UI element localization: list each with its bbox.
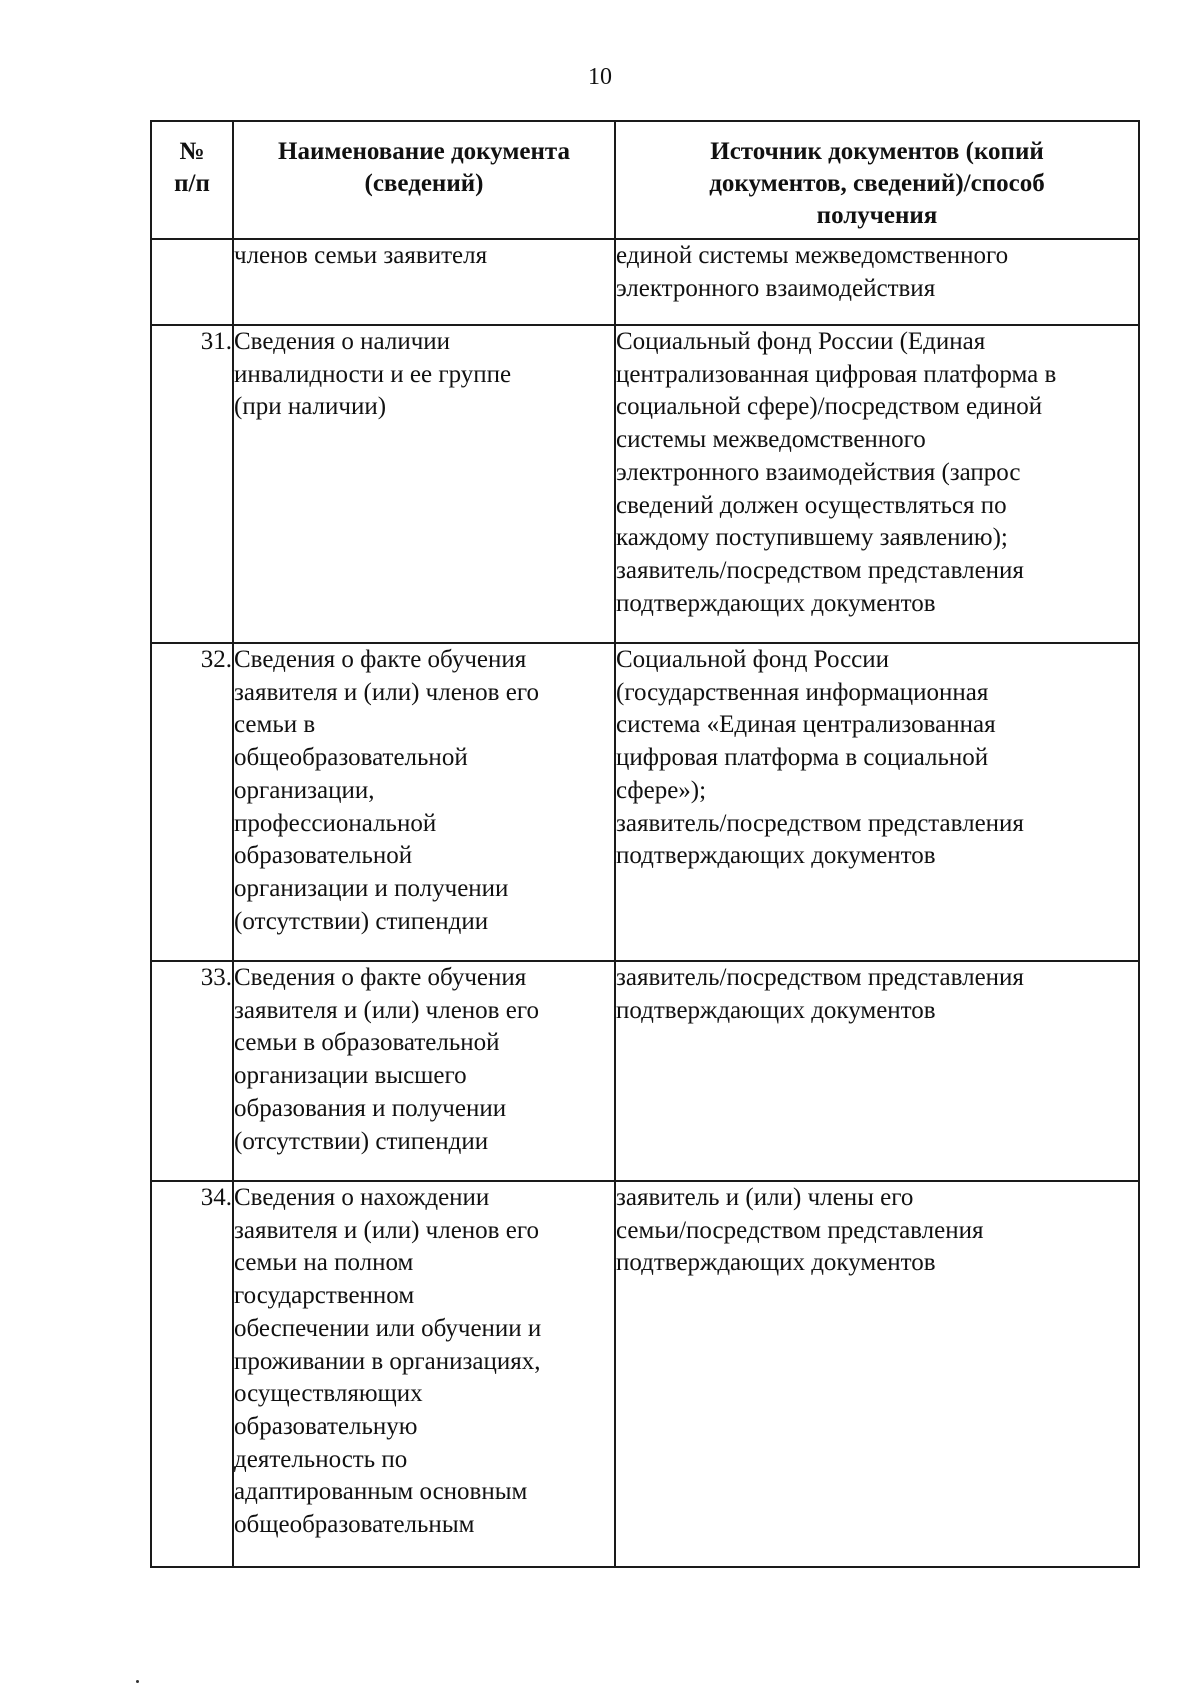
document-name-line: образовательную: [234, 1412, 418, 1440]
document-name-line: организации высшего: [234, 1062, 467, 1090]
document-source-line: сфере»);: [616, 776, 707, 804]
document-name-line: заявителя и (или) членов его: [234, 678, 539, 706]
document-source-line: подтверждающих документов: [616, 589, 936, 617]
document-name-line: (отсутствии) стипендии: [234, 1127, 489, 1155]
document-source-line: Социальный фонд России (Единая: [616, 328, 986, 355]
documents-table: [150, 120, 1140, 1568]
document-name-line: общеобразовательной: [234, 744, 468, 772]
document-source-cell: [615, 961, 1139, 1181]
document-source-line: (государственная информационная: [616, 678, 989, 706]
header-name-line: (сведений): [364, 170, 484, 197]
table-row: [151, 1181, 1139, 1567]
document-name-cell: [233, 325, 615, 643]
document-name-line: проживании в организациях,: [234, 1347, 541, 1375]
document-source-line: электронного взаимодействия: [616, 274, 936, 302]
document-name-line: адаптированным основным: [234, 1478, 528, 1506]
document-name-line: организации,: [234, 776, 375, 804]
document-source-line: заявитель и (или) члены его: [616, 1184, 914, 1211]
document-name-line: заявителя и (или) членов его: [234, 996, 539, 1024]
document-source-line: единой системы межведомственного: [616, 242, 1009, 269]
document-source-line: Социальной фонд России: [616, 646, 890, 673]
document-name-line: образовательной: [234, 842, 413, 870]
document-name-cell: [233, 1181, 615, 1567]
header-name-line: Наименование документа: [278, 138, 570, 165]
table-header-row: [151, 121, 1139, 239]
row-number: [151, 239, 233, 325]
document-name-line: Сведения о нахождении: [234, 1184, 490, 1211]
document-name-line: инвалидности и ее группе: [234, 360, 512, 388]
header-num-line: №: [179, 138, 205, 165]
document-name-line: государственном: [234, 1282, 415, 1310]
document-source-line: заявитель/посредством представления: [616, 556, 1024, 584]
document-source-line: социальной сфере)/посредством единой: [616, 393, 1043, 421]
document-source-cell: [615, 643, 1139, 961]
document-name-line: осуществляющих: [234, 1380, 423, 1408]
document-source-cell: [615, 325, 1139, 643]
document-name-line: организации и получении: [234, 874, 509, 902]
header-num-line: п/п: [174, 170, 210, 197]
document-source-line: системы межведомственного: [616, 426, 926, 454]
stray-mark: [136, 1680, 139, 1683]
document-name-line: деятельность по: [234, 1445, 408, 1473]
table-row: [151, 325, 1139, 643]
header-num: [151, 121, 233, 239]
document-name-line: Сведения о наличии: [234, 328, 451, 355]
document-source-line: семьи/посредством представления: [616, 1216, 984, 1244]
document-source-line: подтверждающих документов: [616, 996, 936, 1024]
document-name-line: заявителя и (или) членов его: [234, 1216, 539, 1244]
document-name-line: образования и получении: [234, 1094, 507, 1122]
document-source-line: сведений должен осуществляться по: [616, 491, 1007, 519]
document-name-cell: [233, 239, 615, 325]
document-name-line: (при наличии): [234, 393, 387, 421]
document-source-line: электронного взаимодействия (запрос: [616, 458, 1021, 486]
table-row: [151, 961, 1139, 1181]
document-source-line: централизованная цифровая платформа в: [616, 360, 1057, 388]
table-row: [151, 239, 1139, 325]
document-source-line: каждому поступившему заявлению);: [616, 524, 1008, 552]
document-name-line: профессиональной: [234, 809, 437, 837]
document-name-line: семьи на полном: [234, 1249, 414, 1277]
page-number: 10: [588, 64, 612, 90]
document-name-cell: [233, 961, 615, 1181]
document-name-line: семьи в: [234, 711, 316, 739]
document-name-line: обеспечении или обучении и: [234, 1314, 542, 1342]
table-row: [151, 643, 1139, 961]
document-name-line: членов семьи заявителя: [234, 242, 488, 269]
row-number: 32.: [151, 643, 233, 961]
document-name-line: семьи в образовательной: [234, 1029, 500, 1057]
header-source-line: Источник документов (копий: [710, 138, 1044, 165]
document-name-line: Сведения о факте обучения: [234, 646, 527, 673]
table-body: [151, 239, 1139, 1567]
document-name-line: Сведения о факте обучения: [234, 964, 527, 991]
document-source-cell: [615, 239, 1139, 325]
document-name-line: общеобразовательным: [234, 1511, 475, 1539]
document-source-line: цифровая платформа в социальной: [616, 744, 989, 772]
document-source-line: подтверждающих документов: [616, 842, 936, 870]
header-source-line: документов, сведений)/способ: [709, 170, 1045, 197]
document-source-line: подтверждающих документов: [616, 1249, 936, 1277]
document-source-line: заявитель/посредством представления: [616, 809, 1024, 837]
document-name-line: (отсутствии) стипендии: [234, 907, 489, 935]
header-source: [615, 121, 1139, 239]
document-source-cell: [615, 1181, 1139, 1567]
row-number: 34.: [151, 1181, 233, 1567]
row-number: 33.: [151, 961, 233, 1181]
document-name-cell: [233, 643, 615, 961]
header-source-line: получения: [816, 202, 938, 229]
document-source-line: заявитель/посредством представления: [616, 964, 1024, 991]
header-name: [233, 121, 615, 239]
row-number: 31.: [151, 325, 233, 643]
document-source-line: система «Единая централизованная: [616, 711, 996, 739]
